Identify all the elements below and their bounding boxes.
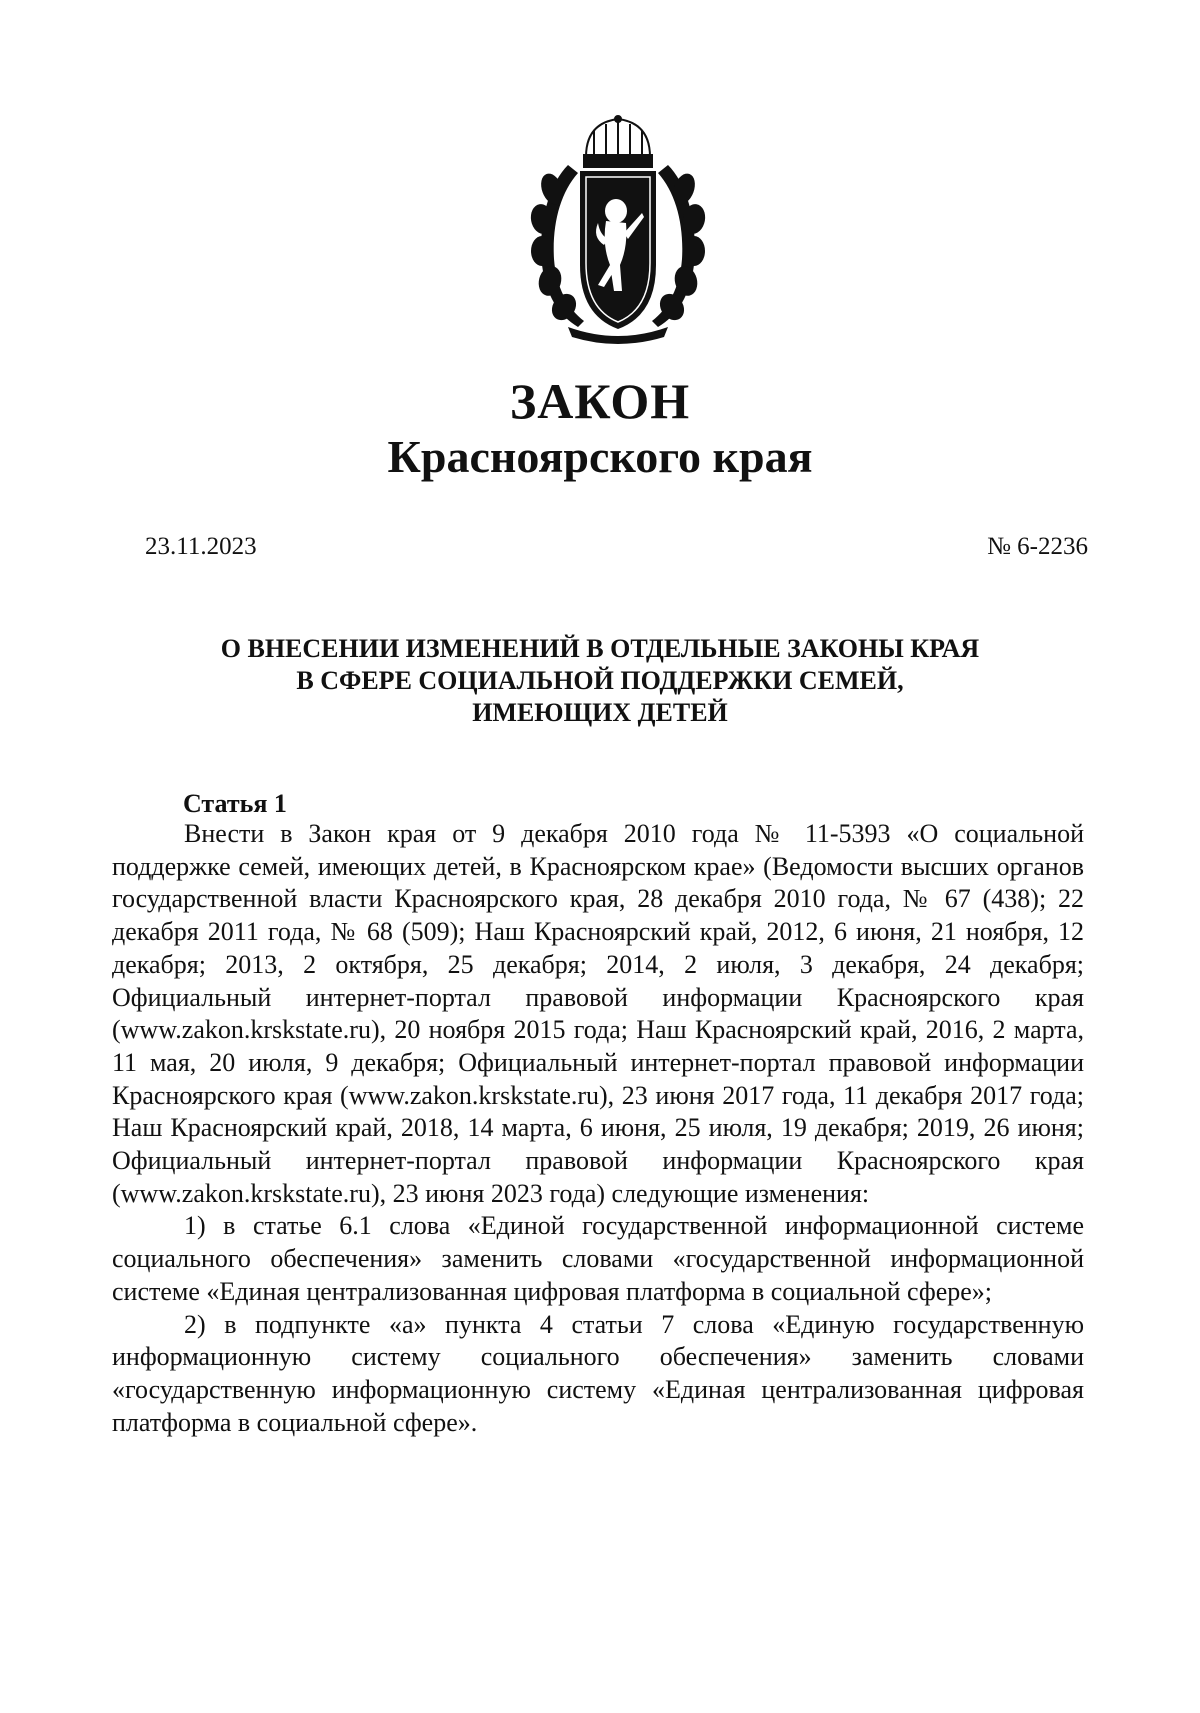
article-paragraph: 1) в статье 6.1 слова «Единой государственной информационной системе социального обеспечения» заменить словами «государственной информационной системе «Единая централизованная цифровая платформа в социальной сфере»; xyxy=(112,1211,1084,1306)
article-body xyxy=(112,818,1084,1439)
law-heading xyxy=(150,633,1050,729)
document-date: 23.11.2023 xyxy=(145,533,257,560)
article-title: Статья 1 xyxy=(183,789,287,818)
law-heading-line: В СФЕРЕ СОЦИАЛЬНОЙ ПОДДЕРЖКИ СЕМЕЙ, xyxy=(296,666,904,695)
law-heading-line: ИМЕЮЩИХ ДЕТЕЙ xyxy=(472,698,728,727)
article-paragraph: 2) в подпункте «а» пункта 4 статьи 7 слова «Единую государственную информационную систему социального обеспечения» заменить словами «государственную информационную систему «Единая централизованная цифровая платформа в социальной сфере». xyxy=(112,1309,1084,1437)
document-number: № 6-2236 xyxy=(987,533,1088,560)
document-subtitle: Красноярского края xyxy=(387,431,813,482)
document-title: ЗАКОН xyxy=(509,373,691,429)
krasnoyarsk-coat-of-arms-icon xyxy=(528,115,708,345)
article-paragraph: Внести в Закон края от 9 декабря 2010 года № 11-5393 «О социальной поддержке семей, имеющих детей, в Красноярском крае» (Ведомости высших органов государственной власти Красноярского края, 28 декабря 2010 года, № 67 (438); 22 декабря 2011 года, № 68 (509); Наш Красноярский край, 2012, 6 июня, 21 ноября, 12 декабря; 2013, 2 октября, 25 декабря; 2014, 2 июля, 3 декабря, 24 декабря; Официальный интернет-портал правовой информации Красноярского края (www.zakon.krskstate.ru), 20 ноября 2015 года; Наш Красноярский край, 2016, 2 марта, 11 мая, 20 июля, 9 декабря; Официальный интернет-портал правовой информации Красноярского края (www.zakon.krskstate.ru), 23 июня 2017 года, 11 декабря 2017 года; Наш Красноярский край, 2018, 14 марта, 6 июня, 25 июля, 19 декабря; 2019, 26 июня; Официальный интернет-портал правовой информации Красноярского края (www.zakon.krskstate.ru), 23 июня 2023 года) следующие изменения: xyxy=(112,819,1084,1208)
law-heading-line: О ВНЕСЕНИИ ИЗМЕНЕНИЙ В ОТДЕЛЬНЫЕ ЗАКОНЫ КРАЯ xyxy=(220,634,980,663)
